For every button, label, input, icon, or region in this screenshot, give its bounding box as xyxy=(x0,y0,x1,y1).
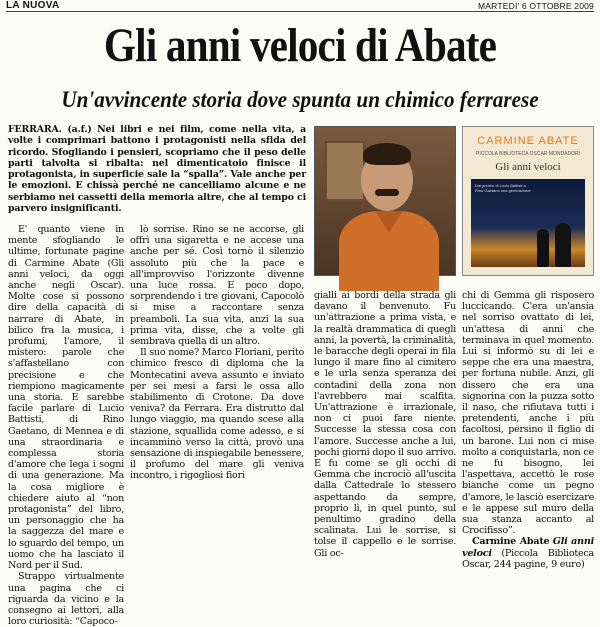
article-column-3 xyxy=(314,290,456,559)
author-photo xyxy=(314,126,456,276)
silhouette-figure xyxy=(555,223,571,267)
photo-background-frame xyxy=(325,141,365,201)
silhouette-figure xyxy=(537,229,549,267)
masthead-bar xyxy=(6,0,594,12)
paragraph: Strappo virtualmente una pagina che ci riguarda da vicino e la consegno ai lettori, alla loro curiosità: “Capoco- xyxy=(8,571,124,627)
book-cover-author: CARMINE ABATE xyxy=(477,135,579,147)
paragraph: E' quanto viene in mente sfogliando le ultime, fortunate pagine di Carmine Abate (Gli anni veloci, da oggi anche negli Oscar). Molte cose si possono dire della capacità di narrare di Abate, in bilico fra la musica, i profumi, l'amore, il mistero: parole che s'affastellano con precisione e che riempiono magicamente una storia. E sarebbe facile parlare di Lucio Battisti, di Rino Gaetano, di Mennea e di una straordinaria e complessa storia d'amore che lega i sogni di una generazione. Ma la cosa migliore è chiedere aiuto al “non protagonista” del libro, un personaggio che ha la saggezza del mare e lo sguardo del tempo, un uomo che ha lasciato il Nord per il Sud. xyxy=(8,224,124,572)
book-ref-title: Gli anni veloci xyxy=(462,536,594,559)
article-column-1 xyxy=(8,224,124,627)
book-reference xyxy=(462,536,594,570)
paragraph: Il suo nome? Marco Floriani, perito chimico fresco di diploma che la Montecatini aveva assunto e inviato per sei mesi a farsi le ossa allo stabilimento di Crotone. Da dove veniva? da Ferrara. Era distrutto dal lungo viaggio, ma quando scese alla stazione, squallida come adesso, e si incamminò verso la città, provò una sensazione di inspiegabile benessere, il profumo del mare gli veniva incontro, i rigogliosi fiori xyxy=(130,347,304,482)
article-lead xyxy=(8,124,306,214)
article-column-4 xyxy=(462,290,594,570)
issue-date: MARTEDI' 6 OTTOBRE 2009 xyxy=(478,1,594,11)
lead-location: FERRARA. xyxy=(8,124,62,135)
book-cover-illustration xyxy=(471,179,585,267)
photo-hair xyxy=(363,143,411,165)
paragraph: lò sorrise. Rino se ne accorse, gli offrì una sigaretta e ne accese una anche per sé. Così tornò il silenzio assoluto più che la pace e all'improvviso l'orizzonte divenne una luce rossa. E poco dopo, sorprendendo i tre giovani, Capocolò si mise a raccontare senza preamboli. La sua vita, anzi la sua prima vita, disse, che a volte gli sembrava quella di un altro. xyxy=(130,224,304,348)
book-ref-info: (Piccola Biblioteca Oscar, 244 pagine, 9 euro) xyxy=(462,547,594,570)
book-cover-image xyxy=(462,126,594,276)
book-cover-series: PICCOLA BIBLIOTECA OSCAR MONDADORI xyxy=(476,151,580,157)
article-subheadline: Un'avvincente storia dove spunta un chimico ferrarese xyxy=(61,87,539,112)
signature: Carmine Abate xyxy=(472,536,550,548)
newspaper-name: LA NUOVA xyxy=(6,0,60,11)
book-cover-title: Gli anni veloci xyxy=(495,161,561,173)
paragraph: chi di Gemma gli risposero luccicando. C'era un'ansia nel sorriso ovattato di lei, un'attesa di anni che terminava in quel momento. Lui si informò su di lei e seppe che era una maestra, per fortuna nubile. Anzi, gli dissero che era una signorina con la puzza sotto il naso, che rifiutava tutti i pretendenti, anche i più facoltosi, persino il figlio di un barone. Lui non ci mise molto a conquistarla, non ce ne fu bisogno, lei l'aspettava, accettò le rose bianche come un pegno d'amore, le lasciò esercizare e le appese sul muro della sua stanza accanto al Crocifisso”. xyxy=(462,290,594,537)
book-cover-blurb: Dal premio di Lucio Battisti a Rino Gaetano una generazione xyxy=(475,183,531,193)
paragraph: gialli ai bordi della strada gli davano il benvenuto. Fu un'attrazione a prima vista, e la realtà drammatica di quegli anni, la povertà, la criminalità, le baracche degli operai in fila lungo il mare fino al cimitero e le urla senza speranza dei contadini della zona non l'avrebbero mai scalfita. Un'attrazione è irrazionale, non ci puoi fare niente. Successe la stessa cosa con l'amore. Successe anche a lui, pochi giorni dopo il suo arrivo. E fu come se gli occhi di Gemma che incrociò all'uscita dalla Cattedrale lo stessero aspettando da sempre, proprio lì, in quel punto, sul penultimo gradino della scalinata. Lui le sorrise, si tolse il cappello e le sorrise. Gli oc- xyxy=(314,290,456,559)
photo-mustache xyxy=(375,189,399,196)
lead-text: (a.f.) Nei libri e nei film, come nella vita, a volte i comprimari battono i protagonisti nella sfida del ricordo. Sfogliando i pensieri, scopriamo che il peso delle parti talvolta si ribalta: nel dimenticatoio finisce il protagonista, in superficie sale la “spalla”. Vale anche per le emozioni. E chissà perché ne cancelliamo alcune e ne serbiamo nei cassetti della memoria altre, che al tempo ci parvero insignificanti. xyxy=(8,124,306,215)
article-headline: Gli anni veloci di Abate xyxy=(103,19,497,72)
article-column-2 xyxy=(130,224,304,482)
